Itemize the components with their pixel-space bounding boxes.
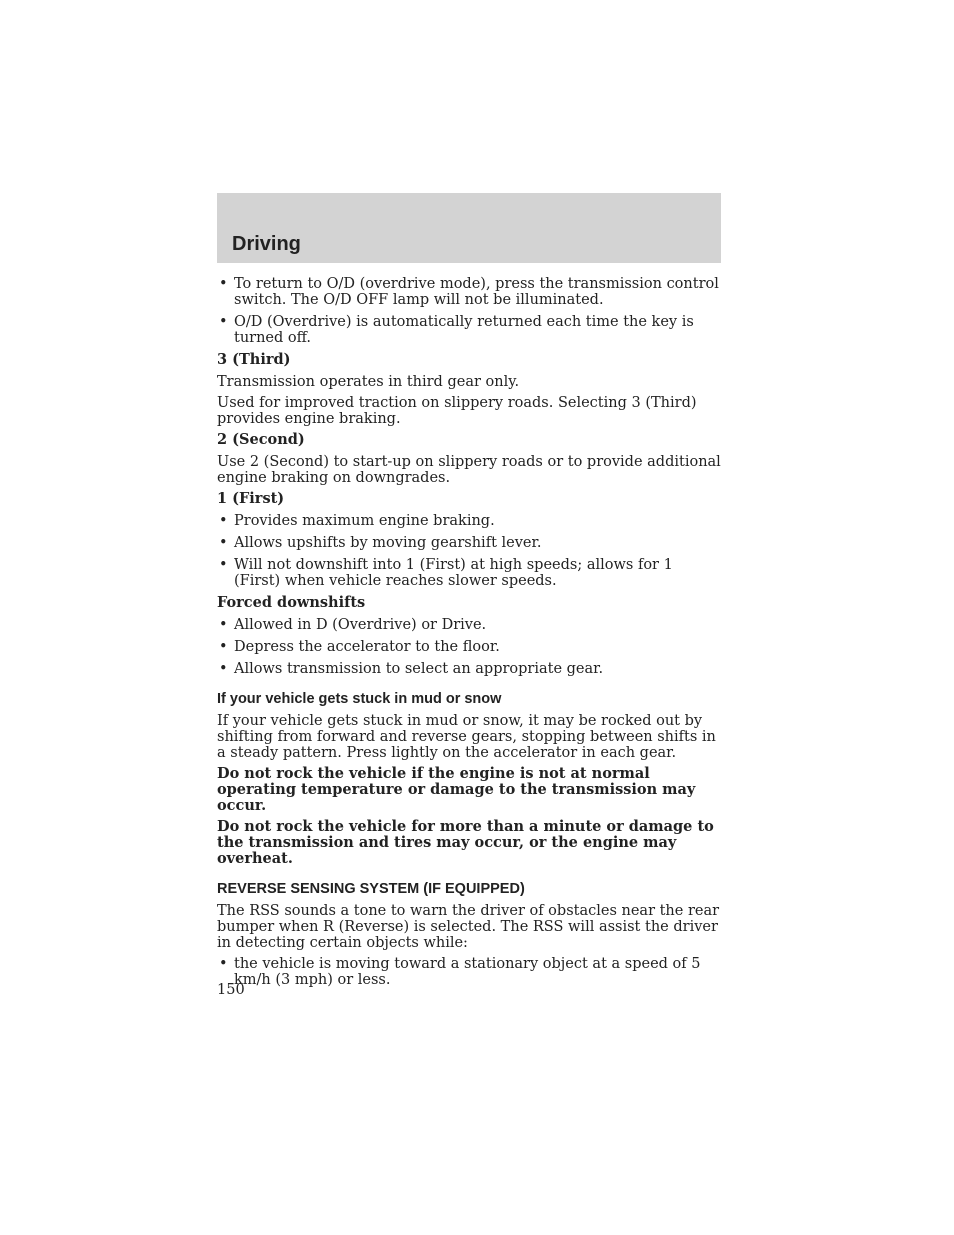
forced-downshifts-heading: Forced downshifts [217, 594, 366, 611]
page-number: 150 [217, 982, 245, 998]
warning-text: Do not rock the vehicle for more than a minute or damage to the transmission and tires may occur, or the engine may overheat. [217, 818, 714, 867]
first-gear-heading: 1 (First) [217, 490, 285, 507]
page-content [217, 276, 721, 994]
list-item: • Allowed in D (Overdrive) or Drive. [217, 617, 721, 633]
forced-downshifts-bullet-list [217, 617, 721, 677]
list-item: • To return to O/D (overdrive mode), press the transmission control switch. The O/D OFF lamp will not be illuminated. [217, 276, 721, 308]
section-header-band [217, 193, 721, 263]
rss-bullet-list [217, 956, 721, 988]
list-item: • Provides maximum engine braking. [217, 513, 721, 529]
first-gear-bullet-list [217, 513, 721, 589]
paragraph: The RSS sounds a tone to warn the driver of obstacles near the rear bumper when R (Reverse) is selected. The RSS will assist the driver in detecting certain objects while: [217, 903, 720, 951]
section-title: Driving [232, 233, 301, 255]
paragraph: If your vehicle gets stuck in mud or snow, it may be rocked out by shifting from forward and reverse gears, stopping between shifts in a steady pattern. Press lightly on the accelerator in each gear. [217, 713, 716, 761]
list-item: • Will not downshift into 1 (First) at high speeds; allows for 1 (First) when vehicle reaches slower speeds. [217, 557, 721, 589]
stuck-section-heading: If your vehicle gets stuck in mud or snow [217, 691, 502, 707]
rss-section-heading: REVERSE SENSING SYSTEM (IF EQUIPPED) [217, 881, 525, 897]
paragraph: Used for improved traction on slippery roads. Selecting 3 (Third) provides engine braking. [217, 395, 697, 427]
list-item: • Allows transmission to select an appropriate gear. [217, 661, 721, 677]
list-item: • the vehicle is moving toward a stationary object at a speed of 5 km/h (3 mph) or less. [217, 956, 721, 988]
second-gear-heading: 2 (Second) [217, 431, 305, 448]
third-gear-heading: 3 (Third) [217, 351, 291, 368]
paragraph: Use 2 (Second) to start-up on slippery roads or to provide additional engine braking on downgrades. [217, 454, 721, 486]
list-item: • O/D (Overdrive) is automatically returned each time the key is turned off. [217, 314, 721, 346]
overdrive-bullet-list [217, 276, 721, 346]
paragraph: Transmission operates in third gear only. [217, 374, 520, 390]
list-item: • Depress the accelerator to the floor. [217, 639, 721, 655]
warning-text: Do not rock the vehicle if the engine is not at normal operating temperature or damage to the transmission may occur. [217, 765, 696, 814]
list-item: • Allows upshifts by moving gearshift lever. [217, 535, 721, 551]
